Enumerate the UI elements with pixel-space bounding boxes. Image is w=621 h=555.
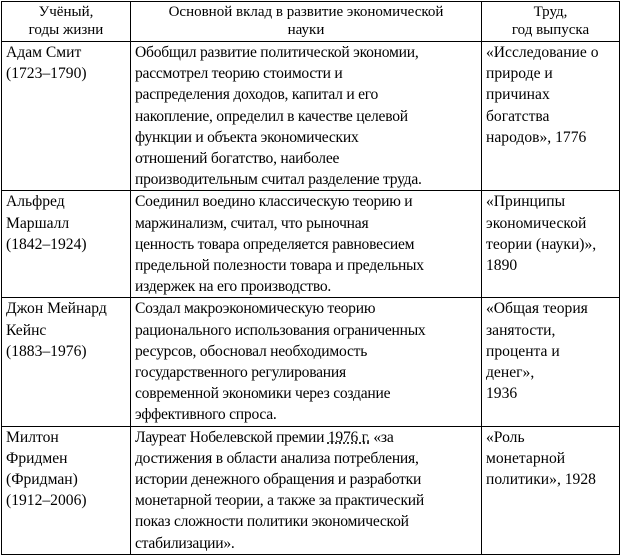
work-cell: «Исследование о природе и причинах богатства народов», 1776 — [482, 42, 620, 191]
work-cell: «Принципы экономической теории (науки)», 1890 — [482, 191, 620, 298]
contribution-cell: Создал макроэкономическую теорию рационального использования ограниченных ресурсов, обосновал необходимость государственного регулирования современной экономики через создание эффективного спроса. — [131, 298, 482, 426]
contribution-cell: Обобщил развитие политической экономии, рассмотрел теорию стоимости и распределения доходов, капитал и его накопление, определил в качестве целевой функции и объекта экономических отношений богатство, наиболее производительным считал разделение труда. — [131, 42, 482, 191]
scientist-cell: Джон Мейнард Кейнс (1883–1976) — [2, 298, 131, 426]
table-row — [2, 42, 620, 191]
nobel-year: 1976 г. — [327, 428, 370, 446]
scientist-cell: Альфред Маршалл (1842–1924) — [2, 191, 131, 298]
table-row — [2, 298, 620, 426]
contribution-cell: Лауреат Нобелевской премии 1976 г. «за достижения в области анализа потребления, истории денежного обращения и разработки монетарной теории, а также за практический показ сложности политики экономической стабилизации». — [131, 426, 482, 554]
work-cell: «Общая теория занятости, процента и денег», 1936 — [482, 298, 620, 426]
scientist-cell: Адам Смит (1723–1790) — [2, 42, 131, 191]
table-row — [2, 191, 620, 298]
table-row — [2, 426, 620, 554]
contribution-cell: Соединил воедино классическую теорию и маржинализм, считал, что рыночная ценность товара определяется равновесием предельной полезности товара и предельных издержек на его производство. — [131, 191, 482, 298]
header-scientist: Учёный, годы жизни — [2, 2, 131, 42]
header-row — [2, 2, 620, 42]
scientist-cell: Милтон Фридмен (Фридман) (1912–2006) — [2, 426, 131, 554]
header-contribution: Основной вклад в развитие экономической науки — [131, 2, 482, 42]
header-work: Труд, год выпуска — [482, 2, 620, 42]
economists-table — [1, 1, 620, 555]
contribution-first-line: Лауреат Нобелевской премии 1976 г. «за — [135, 428, 394, 446]
work-cell: «Роль монетарной политики», 1928 — [482, 426, 620, 554]
